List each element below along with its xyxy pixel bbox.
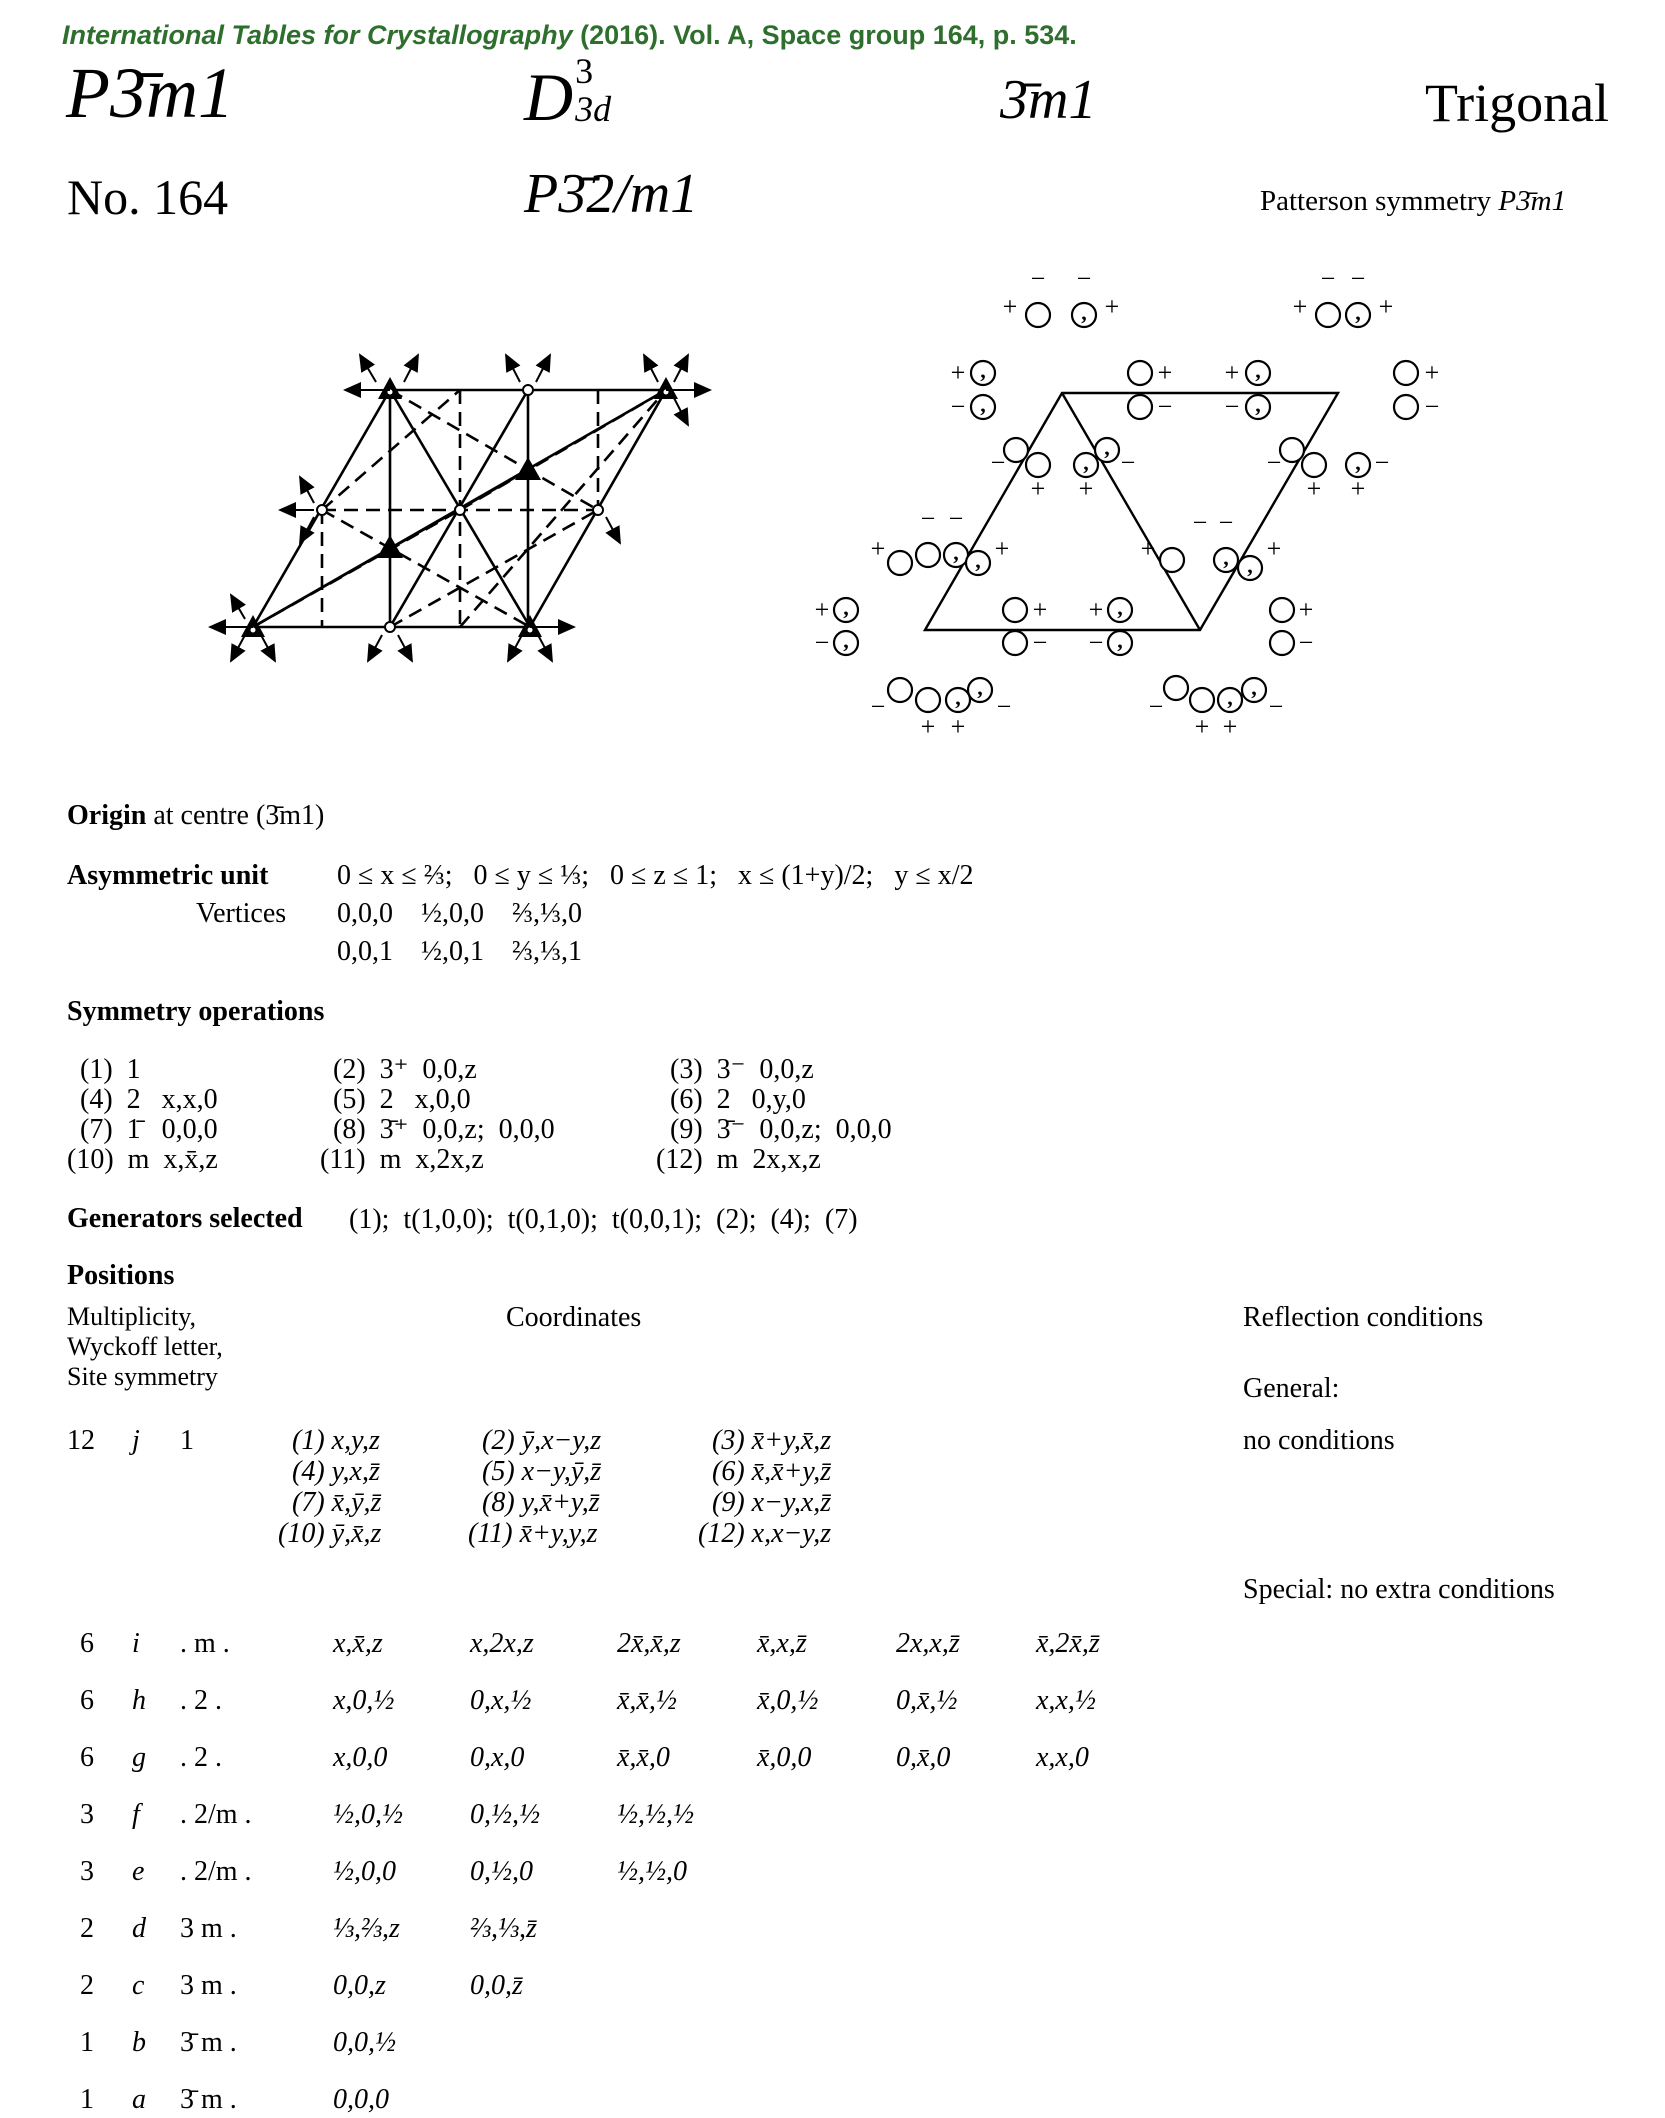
col-coordinates: Coordinates bbox=[506, 1302, 642, 1333]
minus-sign: − bbox=[1266, 448, 1282, 477]
coordinate: 0,0,z bbox=[333, 1970, 386, 2001]
comma-mark: , bbox=[1117, 595, 1123, 620]
comma-mark: , bbox=[1247, 553, 1253, 578]
minus-sign: − bbox=[1350, 275, 1366, 293]
comma-mark: , bbox=[977, 675, 983, 700]
plus-sign: + bbox=[1224, 358, 1240, 387]
comma-mark: , bbox=[1251, 675, 1257, 700]
coordinate: x̄,2x̄,z̄ bbox=[1036, 1628, 1100, 1659]
site-symmetry: . 2/m . bbox=[180, 1856, 252, 1887]
plus-sign: + bbox=[950, 358, 966, 387]
plus-sign: + bbox=[950, 712, 966, 741]
wyckoff-mult: 6 bbox=[80, 1628, 94, 1659]
patterson-label: Patterson symmetry bbox=[1260, 185, 1492, 217]
comma-mark: , bbox=[980, 392, 986, 417]
minus-sign: − bbox=[814, 628, 830, 657]
group-number: No. 164 bbox=[67, 169, 229, 225]
site-symmetry: 3 m . bbox=[180, 1913, 237, 1944]
coordinate: (9) x−y,x,z̄ bbox=[712, 1487, 832, 1518]
general-conditions: no conditions bbox=[1243, 1425, 1395, 1456]
wyckoff-mult: 2 bbox=[80, 1913, 94, 1944]
coordinate: (11) x̄+y,y,z bbox=[468, 1518, 598, 1549]
vertices-label: Vertices bbox=[196, 898, 287, 929]
crystal-system: Trigonal bbox=[1425, 73, 1610, 133]
symmetry-op: (3) 3⁻ 0,0,z bbox=[670, 1054, 814, 1085]
vertices-row-2: 0,0,1 ½,0,1 ⅔,⅓,1 bbox=[337, 936, 582, 967]
wyckoff-letter: f bbox=[132, 1799, 140, 1830]
coordinate: x,0,½ bbox=[333, 1685, 395, 1716]
coordinate: 0,0,½ bbox=[333, 2027, 396, 2058]
patterson-symbol: P3̄m1 bbox=[1498, 185, 1567, 217]
comma-mark: , bbox=[1355, 450, 1361, 475]
minus-sign: − bbox=[990, 448, 1006, 477]
symmetry-op: (11) m x,2x,z bbox=[320, 1144, 484, 1175]
origin-text: at centre (3̄m1) bbox=[153, 800, 325, 831]
plus-sign: + bbox=[1378, 292, 1394, 321]
coordinate: x̄,0,0 bbox=[757, 1742, 812, 1773]
origin-line bbox=[67, 800, 324, 832]
minus-sign: − bbox=[1374, 448, 1390, 477]
coordinate: ½,0,0 bbox=[333, 1856, 396, 1887]
coordinate: (4) y,x,z̄ bbox=[292, 1456, 380, 1487]
coordinate: 0,0,z̄ bbox=[470, 1970, 523, 2001]
comma-mark: , bbox=[843, 595, 849, 620]
minus-sign: − bbox=[920, 504, 936, 533]
special-conditions: Special: no extra conditions bbox=[1243, 1574, 1555, 1605]
schoenflies-sup: 3 bbox=[575, 51, 594, 91]
minus-sign: − bbox=[1224, 392, 1240, 421]
coordinate: 2x,x,z̄ bbox=[896, 1628, 960, 1659]
symmetry-op: (5) 2 x,0,0 bbox=[333, 1084, 471, 1115]
general-label: General: bbox=[1243, 1373, 1340, 1404]
origin-label: Origin bbox=[67, 800, 147, 831]
symmetry-op: (2) 3⁺ 0,0,z bbox=[333, 1054, 477, 1085]
plus-sign: + bbox=[1222, 712, 1238, 741]
plus-sign: + bbox=[814, 595, 830, 624]
comma-mark: , bbox=[1104, 435, 1110, 460]
minus-sign: − bbox=[1424, 392, 1440, 421]
plus-sign: + bbox=[1350, 474, 1366, 503]
coordinate: 2x̄,x̄,z bbox=[617, 1628, 681, 1659]
wyckoff-letter: i bbox=[132, 1628, 140, 1659]
plus-sign: + bbox=[1292, 292, 1308, 321]
wyckoff-mult: 3 bbox=[80, 1799, 94, 1830]
wyckoff-letter: d bbox=[132, 1913, 146, 1944]
minus-sign: − bbox=[950, 392, 966, 421]
threefold-axis-icon bbox=[377, 535, 403, 558]
coordinate: (7) x̄,ȳ,z̄ bbox=[292, 1487, 382, 1518]
col-mult-line-1: Multiplicity, bbox=[67, 1302, 197, 1331]
col-reflection: Reflection conditions bbox=[1243, 1302, 1484, 1333]
coordinate: x,2x,z bbox=[470, 1628, 534, 1659]
coordinate: 0,½,½ bbox=[470, 1799, 540, 1830]
patterson bbox=[1260, 185, 1566, 218]
minus-sign: − bbox=[1148, 692, 1164, 721]
plus-sign: + bbox=[1157, 358, 1173, 387]
generators-text: (1); t(1,0,0); t(0,1,0); t(0,0,1); (2); (4); (7) bbox=[349, 1204, 858, 1235]
citation-line bbox=[62, 20, 1077, 51]
col-mult-line-2: Wyckoff letter, bbox=[67, 1332, 223, 1361]
wyckoff-letter: h bbox=[132, 1685, 146, 1716]
coordinate: ½,½,½ bbox=[617, 1799, 694, 1830]
coordinate: x,x,½ bbox=[1036, 1685, 1096, 1716]
minus-sign: − bbox=[1032, 628, 1048, 657]
symmetry-op: (9) 3̄⁻ 0,0,z; 0,0,0 bbox=[670, 1114, 892, 1145]
coordinate: ½,0,½ bbox=[333, 1799, 403, 1830]
coordinate: x,0,0 bbox=[333, 1742, 388, 1773]
wyckoff-letter: b bbox=[132, 2027, 146, 2058]
symmetry-operations-label: Symmetry operations bbox=[67, 996, 325, 1027]
coordinate: 0,½,0 bbox=[470, 1856, 533, 1887]
coordinate: x,x̄,z bbox=[333, 1628, 383, 1659]
comma-mark: , bbox=[1255, 392, 1261, 417]
minus-sign: − bbox=[1120, 448, 1136, 477]
plus-sign: + bbox=[1032, 595, 1048, 624]
wyckoff-mult: 1 bbox=[80, 2084, 94, 2115]
coordinate: x,x,0 bbox=[1036, 1742, 1089, 1773]
comma-mark: , bbox=[980, 358, 986, 383]
site-symmetry: . 2/m . bbox=[180, 1799, 252, 1830]
minus-sign: − bbox=[1192, 508, 1208, 537]
threefold-axis-icon bbox=[515, 457, 541, 480]
site-symmetry: 3̄ m . bbox=[180, 2027, 237, 2058]
coordinate: x̄,0,½ bbox=[757, 1685, 819, 1716]
coordinate: 0,0,0 bbox=[333, 2084, 389, 2115]
symmetry-op: (7) 1̄ 0,0,0 bbox=[80, 1114, 218, 1145]
coordinate: (12) x,x−y,z bbox=[698, 1518, 832, 1549]
full-symbol: P3̄2/m1 bbox=[524, 163, 699, 225]
plus-sign: + bbox=[1266, 534, 1282, 563]
coordinate: ⅓,⅔,z bbox=[333, 1913, 400, 1944]
site-symmetry: . 2 . bbox=[180, 1742, 222, 1773]
schoenflies-sub: 3d bbox=[575, 89, 612, 129]
minus-sign: − bbox=[948, 504, 964, 533]
minus-sign: − bbox=[1157, 392, 1173, 421]
asymmetric-unit-label: Asymmetric unit bbox=[67, 860, 269, 891]
site-symmetry: 3̄ m . bbox=[180, 2084, 237, 2115]
plus-sign: + bbox=[1088, 595, 1104, 624]
site-symmetry: . m . bbox=[180, 1628, 230, 1659]
comma-mark: , bbox=[1227, 685, 1233, 710]
symmetry-element-diagram bbox=[200, 345, 740, 685]
plus-sign: + bbox=[1298, 595, 1314, 624]
wyckoff-mult: 1 bbox=[80, 2027, 94, 2058]
hm-symbol: P3̄m1 bbox=[66, 53, 234, 133]
schoenflies-symbol bbox=[524, 51, 633, 137]
symmetry-op: (8) 3̄⁺ 0,0,z; 0,0,0 bbox=[333, 1114, 555, 1145]
minus-sign: − bbox=[1076, 275, 1092, 293]
asymmetric-unit-conditions: 0 ≤ x ≤ ⅔; 0 ≤ y ≤ ⅓; 0 ≤ z ≤ 1; x ≤ (1+y)/2; y ≤ x/2 bbox=[337, 860, 974, 891]
coordinate: x̄,x̄,0 bbox=[617, 1742, 670, 1773]
symmetry-op: (1) 1 bbox=[80, 1054, 141, 1085]
minus-sign: − bbox=[870, 692, 886, 721]
wyckoff-letter: e bbox=[132, 1856, 145, 1887]
plus-sign: + bbox=[1140, 534, 1156, 563]
plus-sign: + bbox=[920, 712, 936, 741]
coordinate: 0,x̄,0 bbox=[896, 1742, 951, 1773]
positions-label: Positions bbox=[67, 1260, 175, 1291]
col-mult-line-3: Site symmetry bbox=[67, 1362, 218, 1391]
comma-mark: , bbox=[843, 628, 849, 653]
plus-sign: + bbox=[1078, 474, 1094, 503]
minus-sign: − bbox=[1218, 508, 1234, 537]
vertices-row-1: 0,0,0 ½,0,0 ⅔,⅓,0 bbox=[337, 898, 582, 929]
plus-sign: + bbox=[1104, 292, 1120, 321]
coordinate: x̄,x,z̄ bbox=[757, 1628, 807, 1659]
site-symmetry: 1 bbox=[180, 1425, 194, 1456]
wyckoff-letter: j bbox=[132, 1425, 140, 1456]
point-group: 3̄m1 bbox=[1000, 69, 1097, 131]
wyckoff-mult: 6 bbox=[80, 1685, 94, 1716]
coordinate: (5) x−y,ȳ,z̄ bbox=[482, 1456, 602, 1487]
site-symmetry: . 2 . bbox=[180, 1685, 222, 1716]
minus-sign: − bbox=[1298, 628, 1314, 657]
symmetry-op: (10) m x,x̄,z bbox=[67, 1144, 218, 1175]
comma-mark: , bbox=[1223, 545, 1229, 570]
generators-label: Generators selected bbox=[67, 1203, 303, 1234]
coordinate: (6) x̄,x̄+y,z̄ bbox=[712, 1456, 832, 1487]
coordinate: ⅔,⅓,z̄ bbox=[470, 1913, 537, 1944]
wyckoff-mult: 2 bbox=[80, 1970, 94, 2001]
minus-sign: − bbox=[1268, 692, 1284, 721]
plus-sign: + bbox=[1306, 474, 1322, 503]
symmetry-op: (4) 2 x,x,0 bbox=[80, 1084, 218, 1115]
coordinate: (1) x,y,z bbox=[292, 1425, 380, 1456]
coordinate: 0,x,0 bbox=[470, 1742, 525, 1773]
symmetry-op: (6) 2 0,y,0 bbox=[670, 1084, 806, 1115]
minus-sign: − bbox=[1320, 275, 1336, 293]
general-position-diagram bbox=[810, 275, 1460, 755]
comma-mark: , bbox=[955, 685, 961, 710]
coordinate: (10) ȳ,x̄,z bbox=[278, 1518, 382, 1549]
comma-mark: , bbox=[1355, 300, 1361, 325]
wyckoff-mult: 6 bbox=[80, 1742, 94, 1773]
wyckoff-letter: g bbox=[132, 1742, 146, 1773]
rotoinversion-icon bbox=[378, 377, 402, 399]
minus-sign: − bbox=[1088, 628, 1104, 657]
coordinate: 0,x,½ bbox=[470, 1685, 532, 1716]
plus-sign: + bbox=[1002, 292, 1018, 321]
symmetry-op: (12) m 2x,x,z bbox=[656, 1144, 821, 1175]
plus-sign: + bbox=[1030, 474, 1046, 503]
minus-sign: − bbox=[996, 692, 1012, 721]
coordinate: 0,x̄,½ bbox=[896, 1685, 958, 1716]
position-cell-outline bbox=[925, 393, 1338, 630]
comma-mark: , bbox=[1081, 300, 1087, 325]
comma-mark: , bbox=[1117, 628, 1123, 653]
plus-sign: + bbox=[1194, 712, 1210, 741]
wyckoff-letter: a bbox=[132, 2084, 146, 2115]
coordinate: (8) y,x̄+y,z̄ bbox=[482, 1487, 600, 1518]
comma-mark: , bbox=[975, 548, 981, 573]
coordinate: x̄,x̄,½ bbox=[617, 1685, 677, 1716]
wyckoff-mult: 12 bbox=[67, 1425, 95, 1456]
citation-rest: (2016). Vol. A, Space group 164, p. 534. bbox=[572, 20, 1077, 50]
wyckoff-letter: c bbox=[132, 1970, 145, 2001]
plus-sign: + bbox=[870, 534, 886, 563]
height-signs bbox=[815, 275, 1440, 741]
coordinate: ½,½,0 bbox=[617, 1856, 687, 1887]
coordinate: (2) ȳ,x−y,z bbox=[482, 1425, 602, 1456]
coordinate: (3) x̄+y,x̄,z bbox=[712, 1425, 832, 1456]
citation-journal: International Tables for Crystallography bbox=[62, 20, 573, 50]
comma-mark: , bbox=[953, 540, 959, 565]
schoenflies-letter: D bbox=[524, 59, 574, 135]
wyckoff-mult: 3 bbox=[80, 1856, 94, 1887]
site-symmetry: 3 m . bbox=[180, 1970, 237, 2001]
comma-mark: , bbox=[1083, 450, 1089, 475]
plus-sign: + bbox=[994, 534, 1010, 563]
plus-sign: + bbox=[1424, 358, 1440, 387]
minus-sign: − bbox=[1030, 275, 1046, 293]
comma-mark: , bbox=[1255, 358, 1261, 383]
